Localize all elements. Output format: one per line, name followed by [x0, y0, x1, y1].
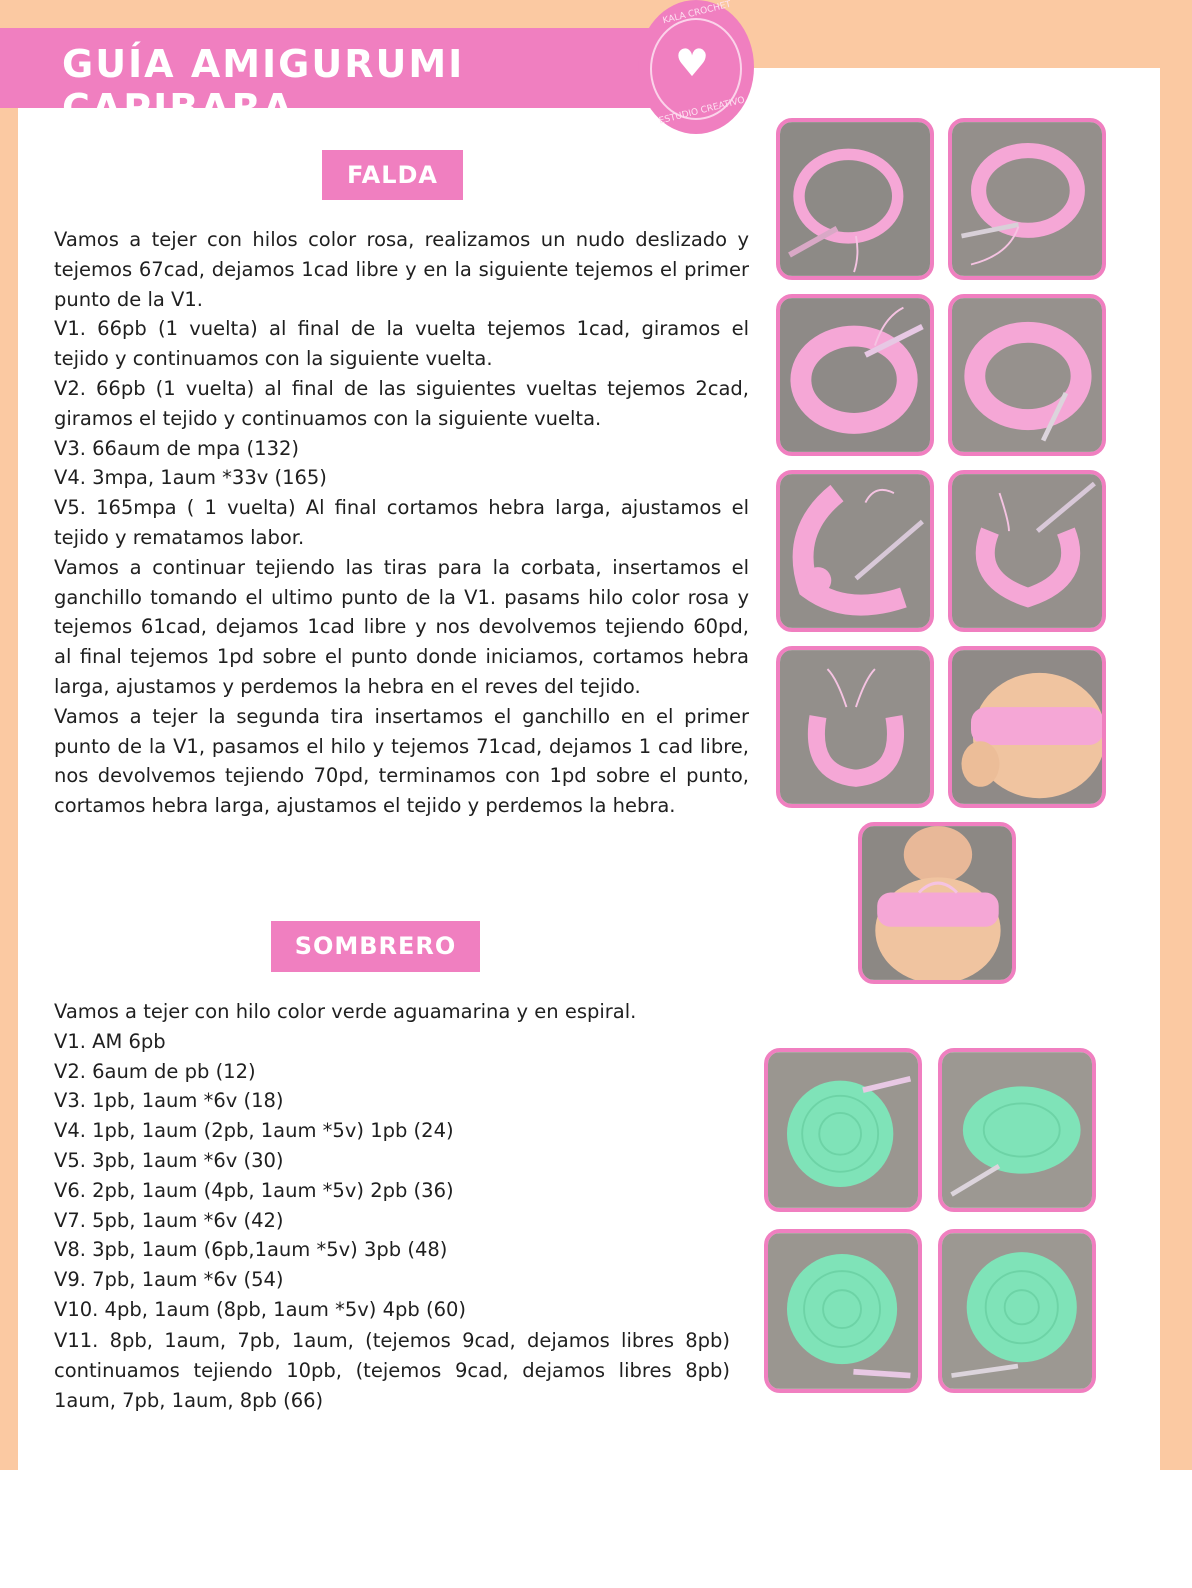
falda-photo-2: [948, 118, 1106, 280]
falda-photo-7: [776, 646, 934, 808]
sombrero-intro: Vamos a tejer con hilo color verde aguamarina y en espiral.: [54, 1000, 637, 1023]
sombrero-round: V1. AM 6pb: [54, 1029, 166, 1053]
logo-top-text: KALA CROCHET: [661, 0, 733, 27]
falda-paragraph: V2. 66pb (1 vuelta) al final de las siguientes vueltas tejemos 2cad, giramos el tejido y continuamos con la siguiente vuelta.: [54, 376, 749, 430]
sombrero-round: V10. 4pb, 1aum (8pb, 1aum *5v) 4pb (60): [54, 1297, 466, 1321]
sombrero-photo-2: [938, 1048, 1096, 1212]
falda-paragraph: V5. 165mpa ( 1 vuelta) Al final cortamos hebra larga, ajustamos el tejido y rematamos labor.: [54, 496, 749, 549]
falda-paragraph: Vamos a continuar tejiendo las tiras para la corbata, insertamos el ganchillo tomando el ultimo punto de la V1. pasams hilo color rosa y tejemos 61cad, dejamos 1cad libre y nos devolvemos tejiendo 60pd, al final tejemos 1pd sobre el punto donde iniciamos, cortamos hebra larga, ajustamos y perdemos la hebra en el reves del tejido.: [54, 555, 749, 698]
falda-section-label: FALDA: [322, 150, 463, 200]
sombrero-round: V5. 3pb, 1aum *6v (30): [54, 1148, 284, 1172]
page-title: GUÍA AMIGURUMI CAPIBARA: [62, 42, 465, 130]
sombrero-last-round: [54, 1326, 730, 1415]
falda-paragraph: Vamos a tejer con hilos color rosa, realizamos un nudo deslizado y tejemos 67cad, dejamos 1cad libre y en la siguiente tejemos el primer punto de la V1.: [54, 228, 749, 311]
falda-photo-5: [776, 470, 934, 632]
falda-paragraph: V4. 3mpa, 1aum *33v (165): [54, 466, 327, 490]
falda-photo-8: [948, 646, 1106, 808]
heart-icon: ♥: [675, 41, 710, 85]
sombrero-photo-1: [764, 1048, 922, 1212]
sombrero-photo-3: [764, 1229, 922, 1393]
sombrero-round: V9. 7pb, 1aum *6v (54): [54, 1268, 284, 1292]
sombrero-instructions: [54, 997, 734, 1325]
sombrero-round: V4. 1pb, 1aum (2pb, 1aum *5v) 1pb (24): [54, 1119, 454, 1143]
logo-bottom-text: ESTUDIO CREATIVO: [658, 95, 746, 127]
falda-photo-4: [948, 294, 1106, 456]
sombrero-round: V6. 2pb, 1aum (4pb, 1aum *5v) 2pb (36): [54, 1178, 454, 1202]
header-banner: [0, 28, 690, 130]
falda-photo-6: [948, 470, 1106, 632]
falda-photo-9: [858, 822, 1016, 984]
sombrero-section-label: SOMBRERO: [271, 921, 480, 972]
falda-instructions: [54, 225, 749, 821]
falda-paragraph: V3. 66aum de mpa (132): [54, 436, 299, 460]
sombrero-round: V8. 3pb, 1aum (6pb,1aum *5v) 3pb (48): [54, 1238, 448, 1262]
sombrero-round: V2. 6aum de pb (12): [54, 1059, 256, 1083]
sombrero-photo-4: [938, 1229, 1096, 1393]
falda-paragraph: V1. 66pb (1 vuelta) al final de la vuelta tejemos 1cad, giramos el tejido y continuamos con la siguiente vuelta.: [54, 317, 749, 371]
sombrero-round: V11. 8pb, 1aum, 7pb, 1aum, (tejemos 9cad, dejamos libres 8pb) continuamos tejiendo 10pb, (tejemos 9cad, dejamos libres 8pb) 1aum, 7pb, 1aum, 8pb (66): [54, 1329, 730, 1412]
brand-logo: [638, 0, 754, 134]
falda-paragraph: Vamos a tejer la segunda tira insertamos el ganchillo en el primer punto de la V1, pasamos el hilo y tejemos 71cad, dejamos 1 cad libre, nos devolvemos tejiendo 70pd, terminamos con 1pd sobre el punto, cortamos hebra larga, ajustamos el tejido y perdemos la hebra.: [54, 704, 749, 818]
falda-photo-1: [776, 118, 934, 280]
falda-photo-3: [776, 294, 934, 456]
sombrero-round: V7. 5pb, 1aum *6v (42): [54, 1208, 284, 1232]
sombrero-round: V3. 1pb, 1aum *6v (18): [54, 1089, 284, 1113]
